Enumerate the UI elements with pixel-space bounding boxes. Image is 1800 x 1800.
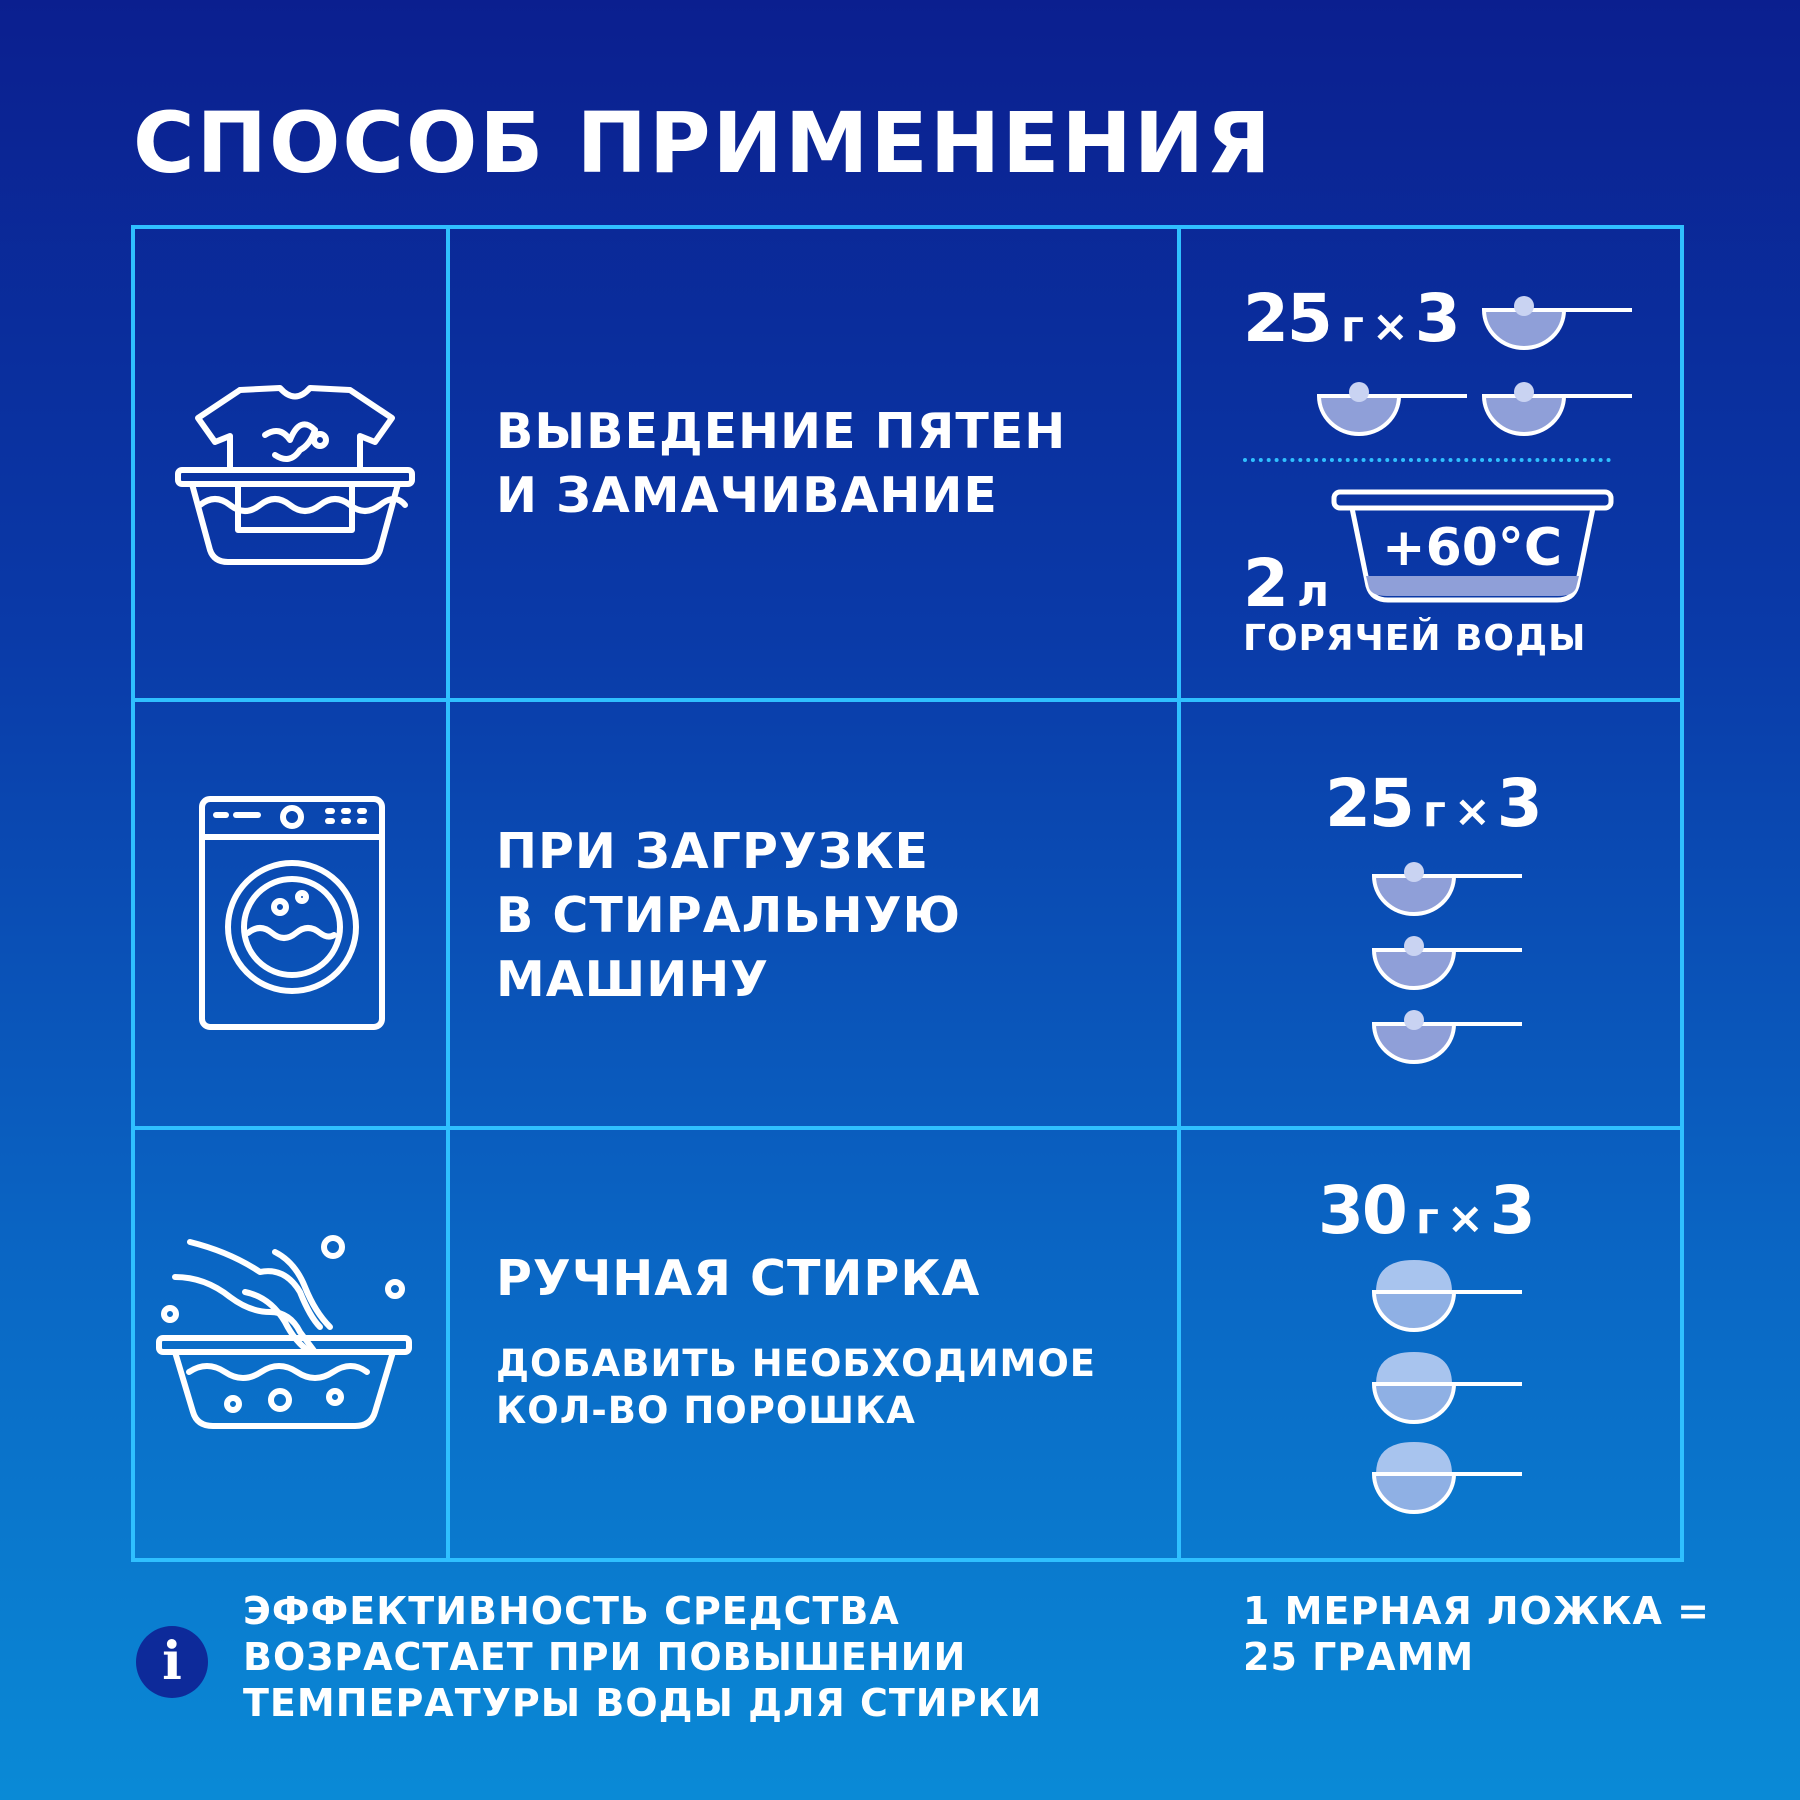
hand-wash-basin-icon xyxy=(155,1232,415,1432)
washing-machine-icon xyxy=(198,795,386,1031)
label-line: И ЗАМАЧИВАНИЕ xyxy=(496,467,998,524)
dotted-divider xyxy=(1243,458,1611,462)
row-soaking-label xyxy=(496,400,1066,528)
spoon-note xyxy=(1243,1588,1710,1680)
measuring-spoon-icon xyxy=(1480,378,1635,436)
dose-handwash xyxy=(1318,1172,1536,1249)
page-title: СПОСОБ ПРИМЕНЕНИЯ xyxy=(133,94,1273,192)
label-line: В СТИРАЛЬНУЮ xyxy=(496,887,961,944)
times-sign: × xyxy=(1371,301,1409,352)
info-note xyxy=(243,1588,1042,1726)
label-line: ВЫВЕДЕНИЕ ПЯТЕН xyxy=(496,403,1067,460)
water-temperature: +60°C xyxy=(1382,518,1563,578)
dose-count: 3 xyxy=(1489,1172,1536,1249)
measuring-spoon-icon xyxy=(1370,932,1525,990)
water-amount xyxy=(1243,545,1337,622)
dose-count: 3 xyxy=(1496,765,1543,842)
times-sign: × xyxy=(1453,786,1491,837)
note-line: ДОБАВИТЬ НЕОБХОДИМОЕ xyxy=(496,1342,1097,1385)
measuring-spoon-icon xyxy=(1480,292,1635,350)
info-line: ТЕМПЕРАТУРЫ ВОДЫ ДЛЯ СТИРКИ xyxy=(243,1681,1043,1725)
info-line: ЭФФЕКТИВНОСТЬ СРЕДСТВА xyxy=(243,1589,900,1633)
label-line: МАШИНУ xyxy=(496,951,770,1008)
tshirt-soaking-basin-icon xyxy=(170,380,420,580)
water-amount-value: 2 xyxy=(1243,545,1287,622)
note-line: КОЛ-ВО ПОРОШКА xyxy=(496,1389,916,1432)
measuring-spoon-icon xyxy=(1315,378,1470,436)
column-divider xyxy=(446,229,450,1558)
times-sign: × xyxy=(1446,1193,1484,1244)
row-machine-label xyxy=(496,820,961,1012)
measuring-spoon-heaped-icon xyxy=(1370,1258,1525,1334)
measuring-spoon-heaped-icon xyxy=(1370,1440,1525,1516)
row-divider xyxy=(135,698,1680,702)
info-line: ВОЗРАСТАЕТ ПРИ ПОВЫШЕНИИ xyxy=(243,1635,967,1679)
measuring-spoon-heaped-icon xyxy=(1370,1350,1525,1426)
dose-amount: 30 xyxy=(1318,1172,1406,1249)
row-handwash-label: РУЧНАЯ СТИРКА xyxy=(496,1250,981,1307)
dose-amount: 25 xyxy=(1243,280,1331,357)
measuring-spoon-icon xyxy=(1370,1006,1525,1064)
label-line: ПРИ ЗАГРУЗКЕ xyxy=(496,823,929,880)
spoon-line: 1 МЕРНАЯ ЛОЖКА = xyxy=(1243,1589,1710,1633)
dose-unit: г xyxy=(1415,1193,1439,1244)
dose-unit: г xyxy=(1340,301,1364,352)
row-handwash-note xyxy=(496,1340,1096,1434)
column-divider xyxy=(1177,229,1181,1558)
dose-soaking xyxy=(1243,280,1461,357)
row-divider xyxy=(135,1126,1680,1130)
dose-count: 3 xyxy=(1414,280,1461,357)
dose-unit: г xyxy=(1422,786,1446,837)
dose-amount: 25 xyxy=(1325,765,1413,842)
dose-machine xyxy=(1325,765,1543,842)
water-note: ГОРЯЧЕЙ ВОДЫ xyxy=(1243,618,1587,659)
measuring-spoon-icon xyxy=(1370,858,1525,916)
info-icon: i xyxy=(136,1626,208,1698)
spoon-line: 25 ГРАММ xyxy=(1243,1635,1475,1679)
water-unit: л xyxy=(1296,566,1330,617)
